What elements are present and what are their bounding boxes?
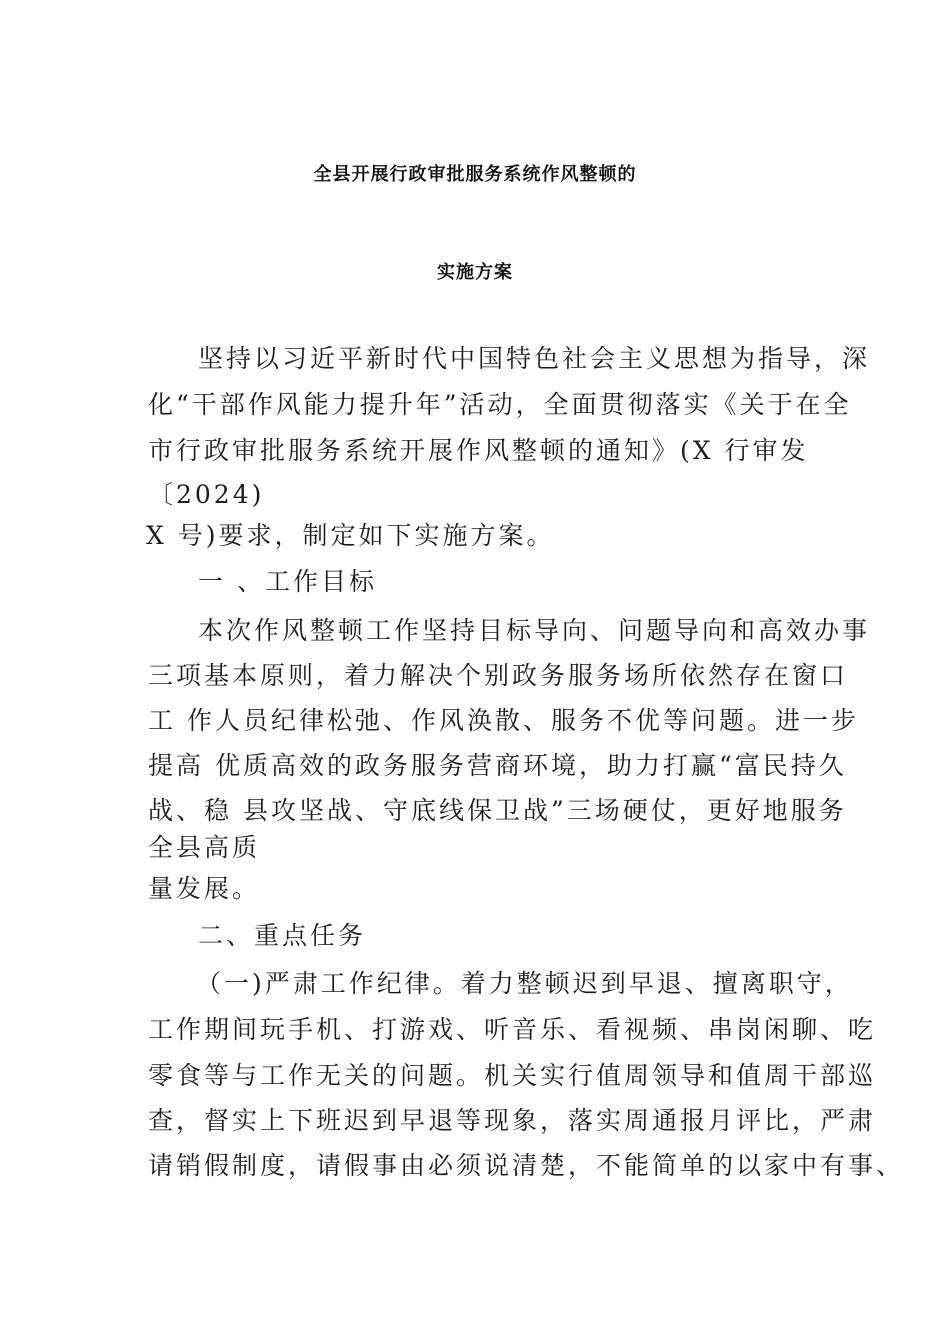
body-line: 〔2024)	[148, 480, 265, 509]
body-line: 查，督实上下班迟到早退等现象，落实周通报月评比，严肃	[148, 1106, 877, 1135]
body-line: （一)严肃工作纪律。着力整顿迟到早退、擅离职守，	[196, 969, 853, 998]
section-heading-1: 一 、工作目标	[198, 567, 377, 596]
body-line: 请销假制度，请假事由必须说清楚，不能简单的以家中有事、	[148, 1151, 905, 1180]
body-line: 化“干部作风能力提升年”活动，全面贯彻落实《关于在全	[148, 390, 852, 419]
body-line: 工作期间玩手机、打游戏、听音乐、看视频、串岗闲聊、吃	[148, 1015, 877, 1044]
body-line: 全县高质	[148, 833, 261, 862]
body-line: 三项基本原则，着力解决个别政务服务场所依然存在窗口	[148, 661, 849, 690]
body-line: 本次作风整顿工作坚持目标导向、问题导向和高效办事	[198, 616, 871, 645]
body-line: 量发展。	[148, 874, 261, 903]
body-line: 坚持以习近平新时代中国特色社会主义思想为指导，深	[198, 344, 871, 373]
document-title-line-1: 全县开展行政审批服务系统作风整顿的	[313, 164, 637, 185]
body-line: 零食等与工作无关的问题。机关实行值周领导和值周干部巡	[148, 1061, 877, 1090]
document-title-line-2: 实施方案	[437, 262, 513, 283]
body-line: 战、稳 县攻坚战、守底线保卫战”三场硬仗，更好地服务	[148, 796, 847, 825]
body-line: X 号)要求，制定如下实施方案。	[146, 521, 555, 550]
body-line: 市行政审批服务系统开展作风整顿的通知》(X 行审发	[148, 436, 809, 465]
body-line: 工 作人员纪律松弛、作风涣散、服务不优等问题。进一步	[148, 706, 859, 735]
section-heading-2: 二、重点任务	[198, 921, 367, 950]
body-line: 提高 优质高效的政务服务营商环境，助力打赢“富民持久	[148, 751, 847, 780]
